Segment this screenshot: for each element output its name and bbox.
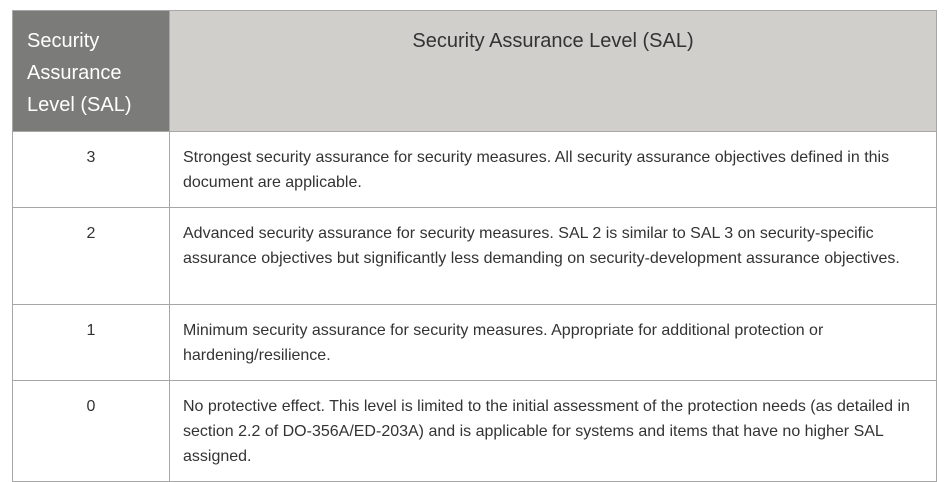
sal-table-container <box>12 10 936 482</box>
sal-description-cell: No protective effect. This level is limited to the initial assessment of the protection needs (as detailed in section 2.2 of DO-356A/ED-203A) and is applicable for systems and items that have no higher SAL assigned. <box>170 381 937 482</box>
table-row <box>13 208 937 305</box>
sal-description-cell: Advanced security assurance for security measures. SAL 2 is similar to SAL 3 on security-specific assurance objectives but significantly less demanding on security-development assurance objectives. <box>170 208 937 305</box>
table-body <box>13 132 937 482</box>
table-row <box>13 305 937 381</box>
sal-level-cell: 0 <box>13 381 170 482</box>
table-row <box>13 381 937 482</box>
sal-description-cell: Minimum security assurance for security measures. Appropriate for additional protection or hardening/resilience. <box>170 305 937 381</box>
sal-description-cell: Strongest security assurance for security measures. All security assurance objectives defined in this document are applicable. <box>170 132 937 208</box>
table-header <box>13 11 937 132</box>
table-row <box>13 132 937 208</box>
sal-table <box>12 10 937 482</box>
header-sal-level: Security Assurance Level (SAL) <box>13 11 170 132</box>
header-row <box>13 11 937 132</box>
sal-level-cell: 3 <box>13 132 170 208</box>
sal-level-cell: 1 <box>13 305 170 381</box>
sal-level-cell: 2 <box>13 208 170 305</box>
header-sal-description: Security Assurance Level (SAL) <box>170 11 937 132</box>
